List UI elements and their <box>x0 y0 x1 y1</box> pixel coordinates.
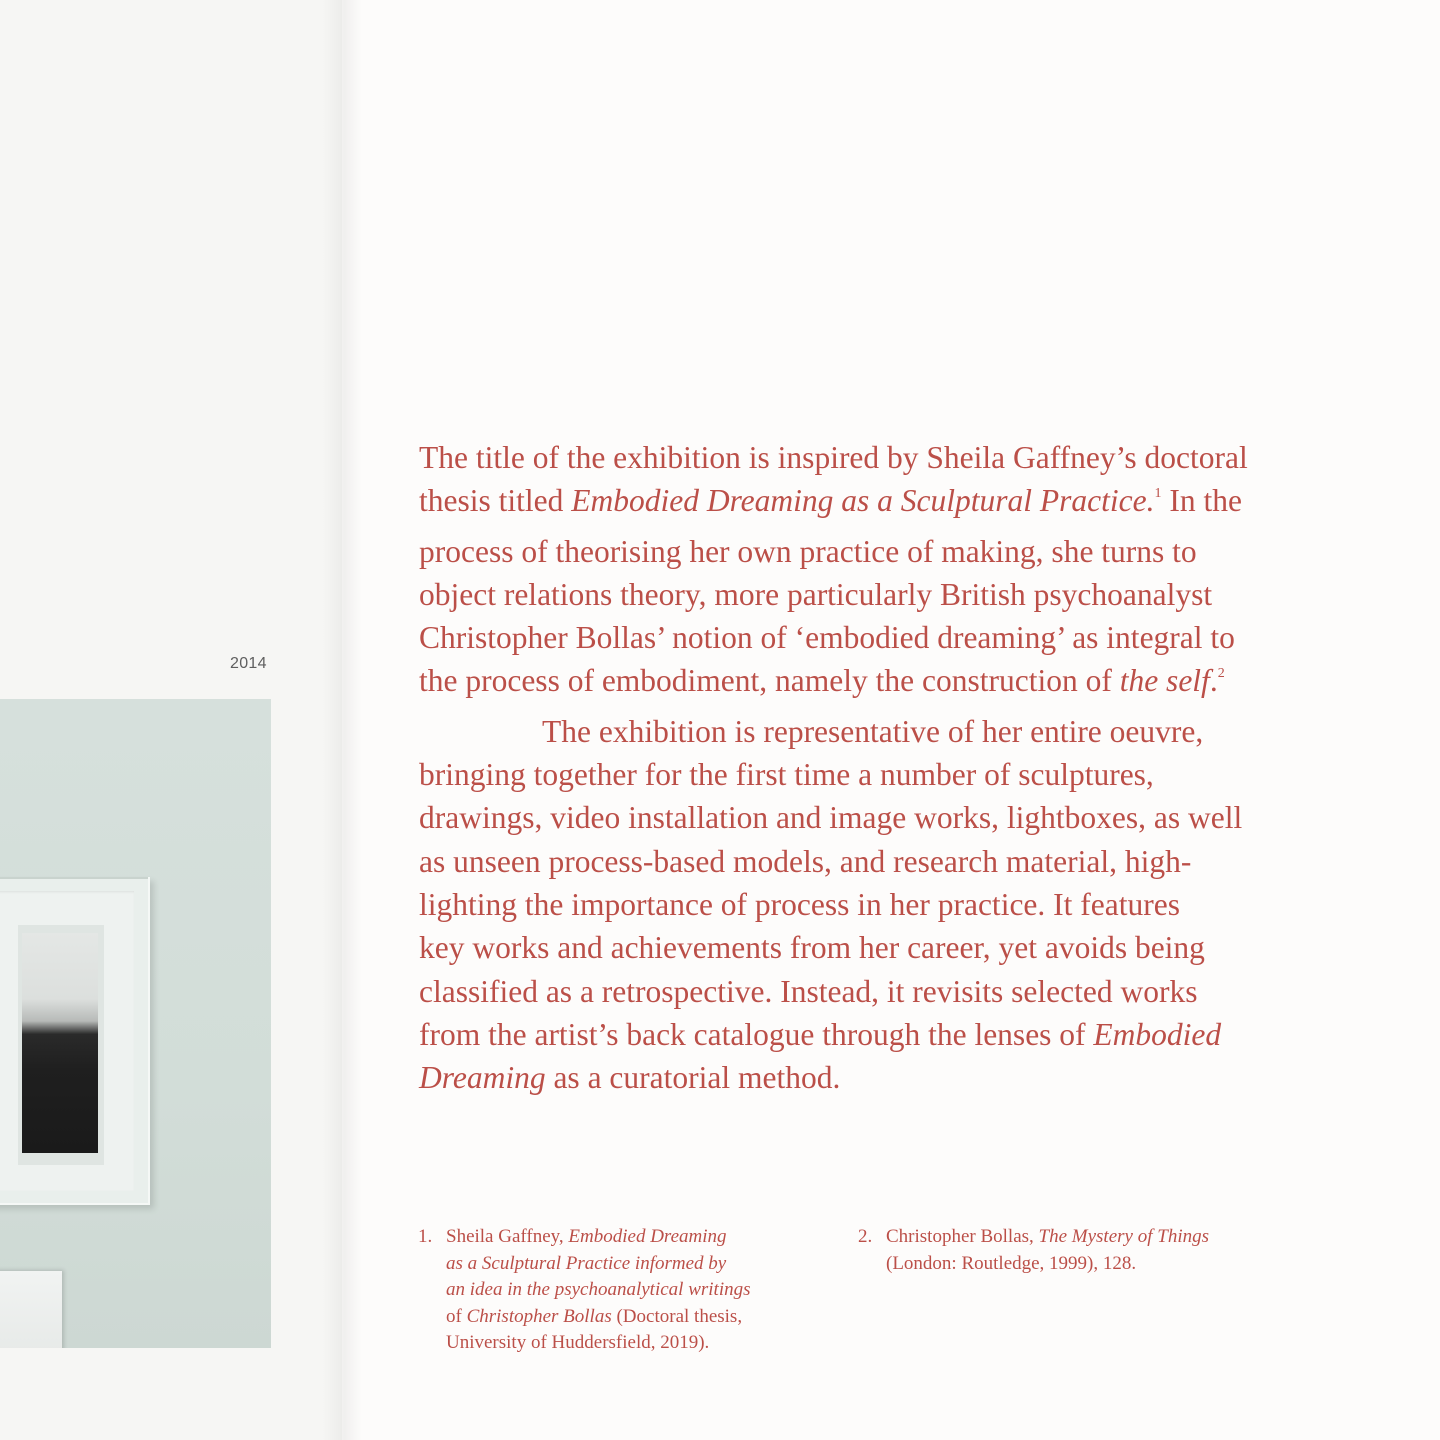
text-line: as unseen process-based models, and research material, high- <box>419 843 1192 879</box>
text-line: The title of the exhibition is inspired by Sheila Gaffney’s doctoral <box>419 440 1248 475</box>
frame-inner-border <box>18 925 104 1165</box>
frame-mat <box>0 891 134 1191</box>
thesis-title-italic: Embodied Dreaming as a Sculptural Practice. <box>571 483 1155 519</box>
text-line: drawings, video installation and image works, lightboxes, as well <box>419 800 1243 836</box>
footnote-body: Sheila Gaffney, Embodied Dreaming as a Sculptural Practice informed by an idea in the psychoanalytical writings of Christopher Bollas (Doctoral thesis, University of Huddersfield, 2019). <box>446 1226 751 1353</box>
text-line: from the artist’s back catalogue through the lenses of Embodied <box>419 1016 1222 1052</box>
framed-artwork <box>0 877 150 1205</box>
text-line: bringing together for the first time a number of sculptures, <box>419 757 1154 793</box>
essay-text <box>419 436 1399 1099</box>
installation-photo <box>0 699 271 1348</box>
text-line: key works and achievements from her career, yet avoids being <box>419 930 1205 966</box>
footnote-ref-1: 1 <box>1154 486 1162 502</box>
artwork-year: 2014 <box>230 655 267 672</box>
text-line: the process of embodiment, namely the construction of the self.$^2$ <box>419 663 1225 699</box>
text-line: lighting the importance of process in her practice. It features <box>419 886 1180 922</box>
footnote-body: Christopher Bollas, The Mystery of Things (London: Routledge, 1999), 128. <box>886 1226 1209 1274</box>
text-line: Christopher Bollas’ notion of ‘embodied dreaming’ as integral to <box>419 620 1235 656</box>
text-line: object relations theory, more particularly British psychoanalyst <box>419 576 1213 612</box>
footnote-ref-2: 2 <box>1217 666 1225 682</box>
left-page <box>0 0 342 1440</box>
text-line: thesis titled Embodied Dreaming as a Sculptural Practice.$^1$ In the <box>419 483 1242 519</box>
text-line: Dreaming as a curatorial method. <box>419 1060 841 1096</box>
plinth <box>0 1271 62 1348</box>
footnote-number: 2. <box>858 1226 873 1247</box>
footnote-number: 1. <box>418 1226 433 1247</box>
photographic-print <box>22 933 98 1153</box>
text-line: process of theorising her own practice of making, she turns to <box>419 533 1197 569</box>
book-gutter <box>322 0 362 1440</box>
text-line: The exhibition is representative of her entire oeuvre, <box>542 713 1204 749</box>
text-line: classified as a retrospective. Instead, it revisits selected works <box>419 973 1198 1009</box>
